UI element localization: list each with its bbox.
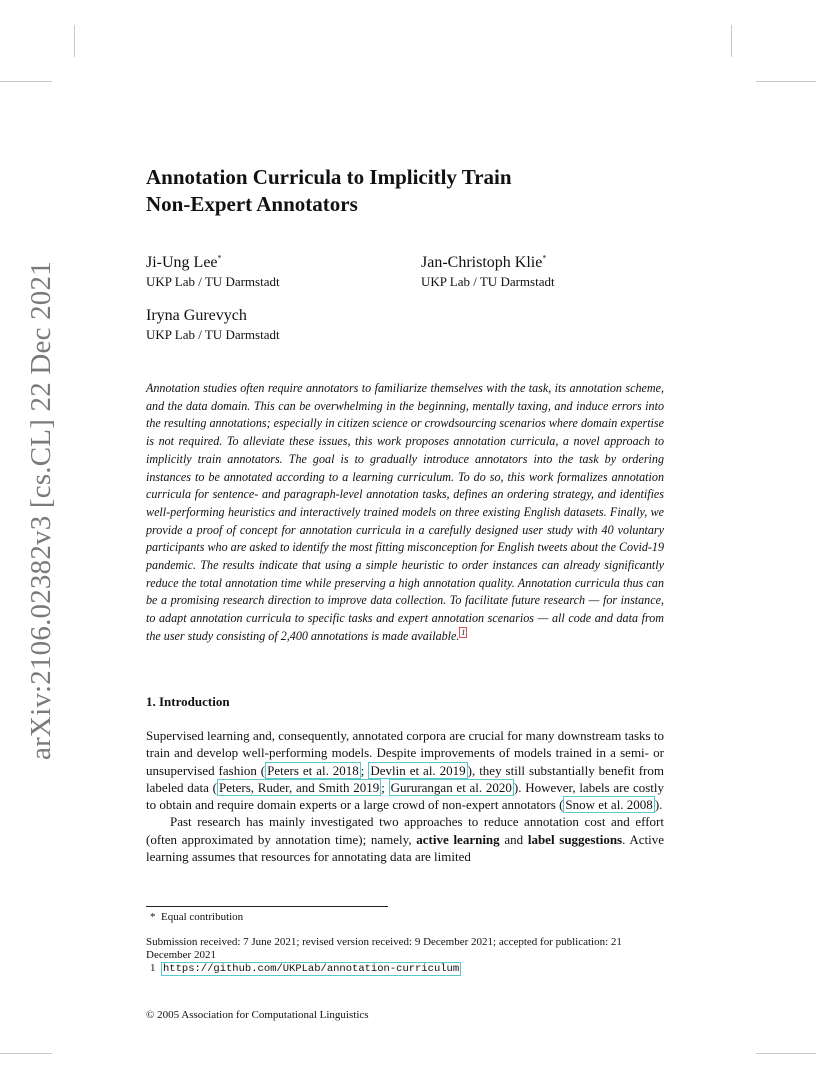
citation-link[interactable]: Gururangan et al. 2020 <box>390 779 512 795</box>
arxiv-stamp: arXiv:2106.02382v3 [cs.CL] 22 Dec 2021 <box>25 261 57 760</box>
paragraph-2: Past research has mainly investigated two approaches to reduce annotation cost and effort (often approximated by annotation time); namely, active learning and label suggestions. Active learning assumes that resources for annotating data are limited <box>146 814 664 865</box>
footnote-equal-contribution: * Equal contribution <box>150 911 244 923</box>
author-name: Ji-Ung Lee <box>146 254 218 271</box>
title-line-1: Annotation Curricula to Implicitly Train <box>146 165 512 189</box>
author-affiliation: UKP Lab / TU Darmstadt <box>146 274 280 289</box>
author-block <box>146 253 280 290</box>
author-name: Iryna Gurevych <box>146 307 247 324</box>
citation-link[interactable]: Peters, Ruder, and Smith 2019 <box>218 779 380 795</box>
author-block <box>421 253 555 290</box>
equal-contribution-mark: * <box>542 253 547 263</box>
bold-term: active learning <box>416 831 500 847</box>
github-url-link[interactable]: https://github.com/UKPLab/annotation-curriculum <box>163 963 460 975</box>
body-text <box>146 727 664 865</box>
copyright-notice: © 2005 Association for Computational Linguistics <box>146 1009 369 1021</box>
bold-term: label suggestions <box>527 831 623 847</box>
equal-contribution-mark: * <box>217 253 222 263</box>
crop-mark <box>756 1053 816 1054</box>
footnote-rule <box>146 906 388 907</box>
footnote-1 <box>150 962 461 976</box>
author-affiliation: UKP Lab / TU Darmstadt <box>421 274 555 289</box>
paper-title <box>146 164 666 218</box>
crop-mark <box>756 81 816 82</box>
crop-mark <box>0 1053 52 1054</box>
title-line-2: Non-Expert Annotators <box>146 192 358 216</box>
author-name: Jan-Christoph Klie <box>421 254 543 271</box>
footnote-ref-1[interactable]: 1 <box>461 627 466 637</box>
crop-mark <box>0 81 52 82</box>
crop-mark <box>74 25 75 57</box>
author-block <box>146 306 280 343</box>
footnote-mark: * <box>150 911 156 923</box>
crop-mark <box>731 25 732 57</box>
citation-link[interactable]: Snow et al. 2008 <box>565 797 653 813</box>
citation-link[interactable]: Peters et al. 2018 <box>267 762 359 778</box>
citation-link[interactable]: Devlin et al. 2019 <box>370 762 466 778</box>
author-affiliation: UKP Lab / TU Darmstadt <box>146 327 280 342</box>
submission-info: Submission received: 7 June 2021; revised version received: 9 December 2021; accepted for publication: 21 December 2021 <box>146 936 622 961</box>
abstract-text: Annotation studies often require annotators to familiarize themselves with the task, its annotation scheme, and the data domain. This can be overwhelming in the beginning, mentally taxing, and induce errors into the resulting annotations; especially in citizen science or crowdsourcing scenarios where domain expertise is not required. To alleviate these issues, this work proposes annotation curricula, a novel approach to implicitly train annotators. The goal is to gradually introduce annotators into the task by ordering instances to be annotated according to a learning curriculum. To do so, this work formalizes annotation curricula for sentence- and paragraph-level annotation tasks, defines an ordering strategy, and identifies well-performing heuristics and interactively trained models on three existing English datasets. Finally, we provide a proof of concept for annotation curricula in a carefully designed user study with 40 voluntary participants who are asked to identify the most fitting misconception for English tweets about the Covid-19 pandemic. The results indicate that using a simple heuristic to order instances can already significantly reduce the total annotation time while preserving a high annotation quality. Annotation curricula thus can be a promising research direction to improve data collection. To facilitate future research — for instance, to adapt annotation curricula to specific tasks and expert annotation scenarios — all code and data from the user study consisting of 2,400 annotations is made available. <box>146 381 664 643</box>
footnote-number: 1 <box>150 962 156 974</box>
paragraph-1: Supervised learning and, consequently, annotated corpora are crucial for many downstream tasks to train and develop well-performing models. Despite improvements of models trained in a semi- or unsupervised fashion ( Peters et al. 2018 ; Devlin et al. 2019 ), they still substantially benefit from labeled data ( Peters, Ruder, and Smith 2019 ; Gururangan et al. 2020 ). However, labels are costly to obtain and require domain experts or a large crowd of non-expert annotators ( Snow et al. 2008 ). <box>146 728 665 813</box>
section-heading: 1. Introduction <box>146 694 230 709</box>
abstract <box>146 380 664 646</box>
